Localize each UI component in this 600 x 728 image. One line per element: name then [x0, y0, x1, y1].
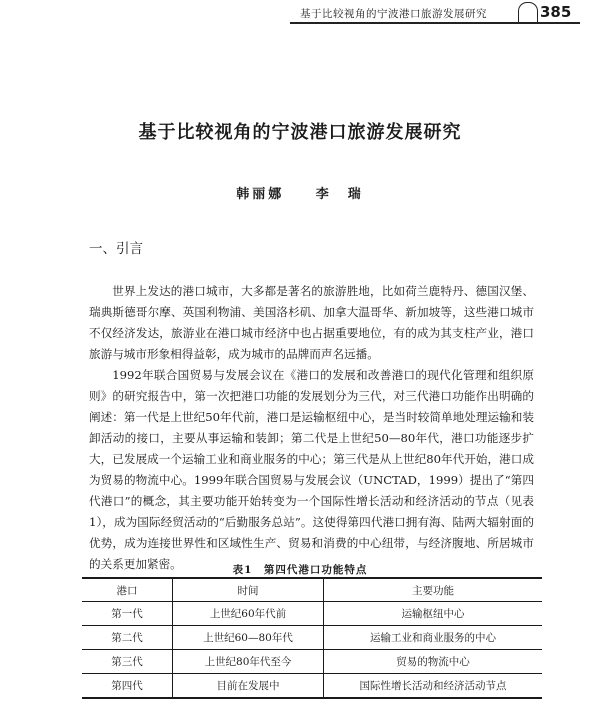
header-rule — [290, 22, 580, 24]
table-cell: 第一代 — [82, 602, 173, 626]
body-paragraph: 1992年联合国贸易与发展会议在《港口的发展和改善港口的现代化管理和组织原则》的研究报告中，第一次把港口功能的发展划分为三代，对三代港口功能作出明确的阐述：第一代是上世纪50年代前，港口是运输枢纽中心，是当时较简单地处理运输和装卸活动的接口，主要从事运输和装卸；第二代是上世纪50—80年代，港口功能逐步扩大，已发展成一个运输工业和商业服务的中心；第三代是从上世纪80年代开始，港口成为贸易的物流中心。1999年联合国贸易与发展会议（UNCTAD，1999）提出了“第四代港口”的概念，其主要功能开始转变为一个国际性增长活动和经济活动的节点（见表1），成为国际经贸活动的“后勤服务总站”。这使得第四代港口拥有海、陆两大辐射面的优势，成为连接世界性和区域性生产、贸易和消费的中心纽带，与经济腹地、所居城市的关系更加紧密。 — [89, 368, 534, 571]
table-cell: 上世纪60年代前 — [173, 602, 324, 626]
section-heading: 一、引言 — [89, 241, 143, 257]
running-header-text: 基于比较视角的宁波港口旅游发展研究 — [300, 8, 487, 20]
running-header — [0, 0, 600, 40]
table-cell: 贸易的物流中心 — [324, 650, 543, 674]
author-name: 韩丽娜 — [236, 187, 285, 202]
article-title: 基于比较视角的宁波港口旅游发展研究 — [138, 122, 462, 143]
table-cell: 运输工业和商业服务的中心 — [324, 626, 543, 650]
table-cell: 上世纪60—80年代 — [173, 626, 324, 650]
body-paragraph: 世界上发达的港口城市，大多都是著名的旅游胜地，比如荷兰鹿特丹、德国汉堡、瑞典斯德哥尔摩、英国利物浦、美国洛杉矶、加拿大温哥华、新加坡等，这些港口城市不仅经济发达，旅游业在港口城市经济中也占据重要地位，有的成为其支柱产业，港口旅游与城市形象相得益彰，成为城市的品牌而声名远播。 — [89, 284, 534, 361]
table-header-cell: 港口 — [82, 578, 173, 602]
author-name: 李 瑞 — [315, 187, 364, 202]
table-cell: 第四代 — [82, 674, 173, 699]
table-row — [82, 650, 542, 674]
table-cell: 国际性增长活动和经济活动节点 — [324, 674, 543, 699]
table-header-row — [82, 578, 542, 602]
port-generations-table — [82, 577, 542, 699]
table-row — [82, 674, 542, 699]
table-header-cell: 主要功能 — [324, 578, 543, 602]
table-cell: 目前在发展中 — [173, 674, 324, 699]
table-row — [82, 602, 542, 626]
table-cell: 上世纪80年代至今 — [173, 650, 324, 674]
table-header-cell: 时间 — [173, 578, 324, 602]
page-number: 385 — [540, 3, 572, 21]
page-number-frame — [518, 2, 538, 23]
table-cell: 第二代 — [82, 626, 173, 650]
table-row — [82, 626, 542, 650]
table-caption: 表1 第四代港口功能特点 — [232, 564, 368, 576]
table-cell: 运输枢纽中心 — [324, 602, 543, 626]
table-cell: 第三代 — [82, 650, 173, 674]
authors — [0, 183, 600, 202]
